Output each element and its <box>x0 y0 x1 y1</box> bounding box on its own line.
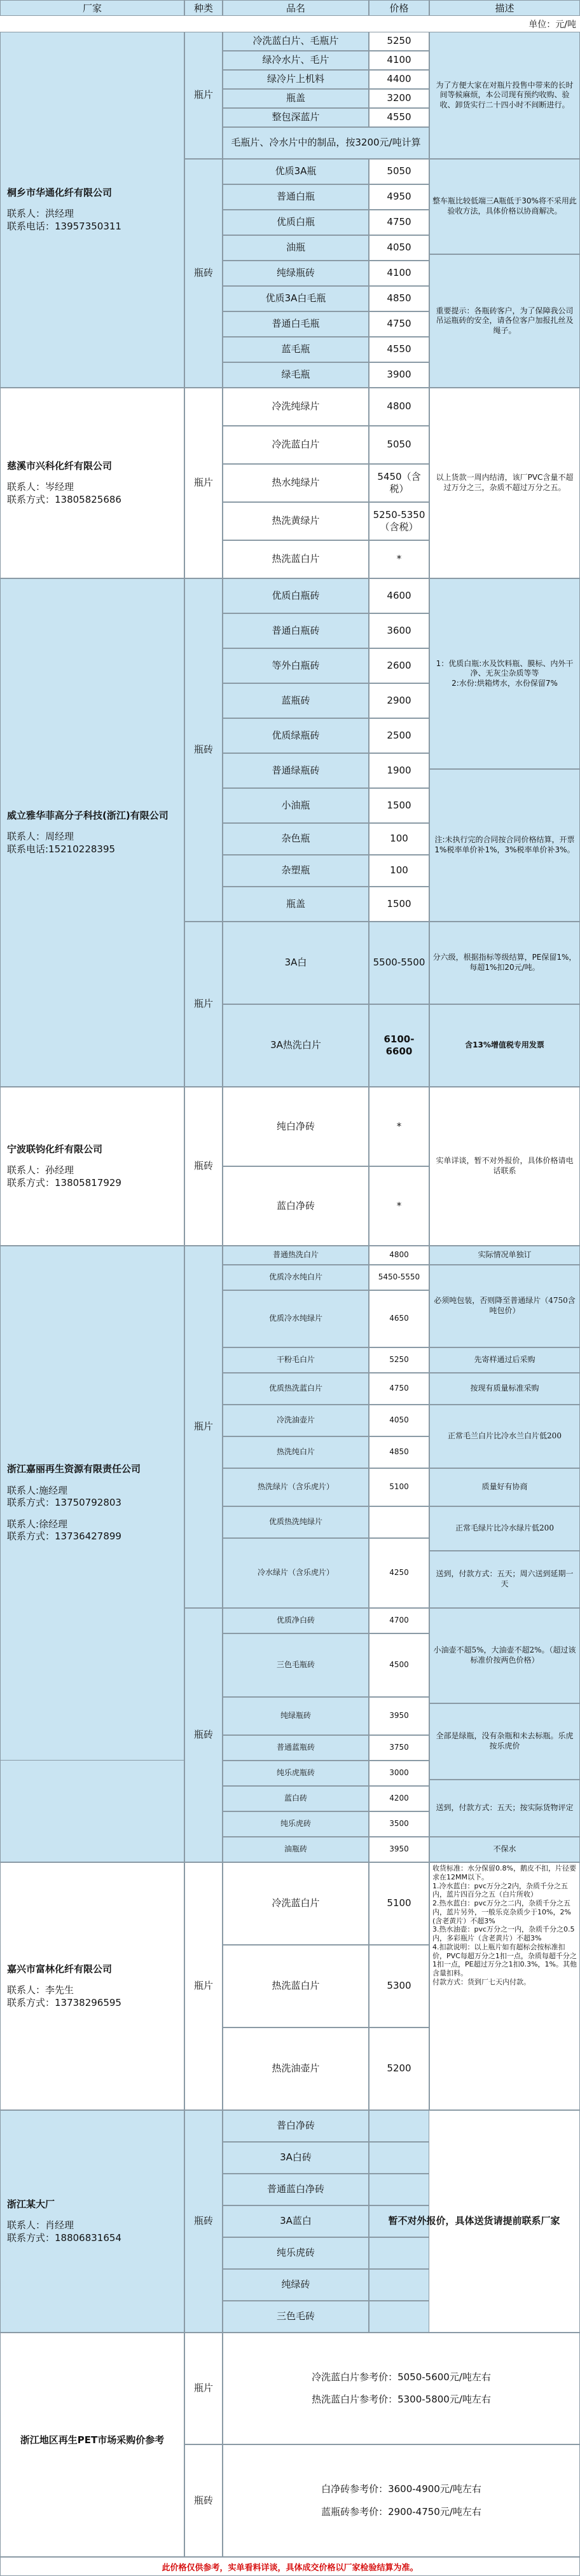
category-flake: 瓶片 <box>184 2333 223 2444</box>
supplier-name: 宁波联钧化纤有限公司 <box>7 1143 103 1155</box>
supplier-note: 不保水 <box>429 1837 580 1862</box>
product-name: 纯乐虎砖 <box>223 1811 369 1837</box>
supplier-phone: 联系方式：18806831654 <box>7 2232 121 2244</box>
product-name: 优质冷水纯绿片 <box>223 1290 369 1347</box>
product-price: 5100 <box>369 1468 429 1506</box>
product-price <box>369 1506 429 1538</box>
supplier-contact: 联系人：洪经理 <box>7 208 74 220</box>
category-brick: 瓶砖 <box>184 2110 223 2333</box>
supplier-contact: 联系人：周经理 <box>7 831 74 843</box>
supplier-7-info <box>0 2110 184 2333</box>
supplier-note: 重要提示：各瓶砖客户，为了保障我公司吊运瓶砖的安全，请各位客户加报扎丝及绳子。 <box>429 254 580 388</box>
product-price: 2900 <box>369 683 429 718</box>
market-line: 冷洗蓝白片参考价：5050-5600元/吨左右 <box>312 2371 491 2383</box>
product-name: 热洗蓝白片 <box>223 1945 369 2027</box>
supplier-phone: 联系电话：13957350311 <box>7 220 121 232</box>
footer-note: 此价格仅供参考，实单看料详谈，具体成交价格以厂家检验结算为准。 <box>0 2557 580 2576</box>
product-name: 3A蓝白 <box>223 2205 369 2237</box>
supplier-contact: 联系人:施经理 <box>7 1484 68 1496</box>
product-name: 纯乐虎瓶砖 <box>223 1761 369 1786</box>
unit-note: 单位：元/吨 <box>528 19 576 30</box>
product-name: 优质3A瓶 <box>223 159 369 184</box>
supplier-note: 实单详谈，暂不对外报价，具体价格请电话联系 <box>429 1087 580 1246</box>
product-price: 4750 <box>369 210 429 235</box>
product-name: 优质3A白毛瓶 <box>223 286 369 311</box>
header-category: 种类 <box>184 0 223 16</box>
product-name: 纯绿砖 <box>223 2269 369 2301</box>
supplier-note: 暂不对外报价，具体送货请提前联系厂家 <box>369 2110 580 2333</box>
product-price: 5500-5500 <box>369 922 429 1004</box>
product-name: 蓝瓶砖 <box>223 683 369 718</box>
product-price: 4550 <box>369 337 429 362</box>
supplier-3-info <box>0 578 184 1087</box>
product-name: 三色毛瓶砖 <box>223 1633 369 1697</box>
product-name: 热洗绿片（含乐虎片） <box>223 1468 369 1506</box>
product-name: 冷洗蓝白片、毛瓶片 <box>223 32 369 51</box>
supplier-contact: 联系人：岑经理 <box>7 481 74 493</box>
product-name: 杂塑瓶 <box>223 855 369 887</box>
product-price: 5300 <box>369 1945 429 2027</box>
supplier-phone: 联系方式：13750792803 <box>7 1497 121 1509</box>
product-price: 3600 <box>369 613 429 648</box>
product-name: 优质白瓶 <box>223 210 369 235</box>
category-brick: 瓶砖 <box>184 1087 223 1246</box>
product-name: 3A热洗白片 <box>223 1004 369 1087</box>
product-price: 4100 <box>369 261 429 286</box>
supplier-1-info <box>0 32 184 388</box>
product-name: 优质白瓶砖 <box>223 578 369 613</box>
product-price: 2500 <box>369 718 429 753</box>
header-description: 描述 <box>429 0 580 16</box>
product-name: 普白净砖 <box>223 2110 369 2142</box>
supplier-note: 必须吨包装，否则降至普通绿片（4750含吨包价） <box>429 1265 580 1347</box>
product-price: 5050 <box>369 159 429 184</box>
product-price: 4950 <box>369 184 429 210</box>
product-name: 冷洗蓝白片 <box>223 426 369 464</box>
product-price: 3750 <box>369 1735 429 1761</box>
supplier-contact: 联系人：肖经理 <box>7 2219 74 2232</box>
supplier-note: 整车瓶比较低端三A瓶低于30%将不采用此验收方法，具体价格以协商解决。 <box>429 159 580 254</box>
category-brick: 瓶砖 <box>184 159 223 388</box>
header-price: 价格 <box>369 0 429 16</box>
product-price: 4600 <box>369 578 429 613</box>
supplier-note: 分六级，根据指标等级结算，PE保留1%，每超1%扣20元/吨。 <box>429 922 580 1004</box>
category-brick: 瓶砖 <box>184 1608 223 1862</box>
product-price: 4800 <box>369 1246 429 1265</box>
product-name: 热水纯绿片 <box>223 464 369 502</box>
product-name: 冷洗油壶片 <box>223 1405 369 1436</box>
product-name: 普通蓝白净砖 <box>223 2174 369 2205</box>
product-name: 干粉毛白片 <box>223 1347 369 1373</box>
product-price: 4750 <box>369 1373 429 1405</box>
supplier-note: 正常毛兰白片比冷水兰白片低200 <box>429 1405 580 1468</box>
supplier-name: 威立雅华菲高分子科技(浙江)有限公司 <box>7 809 169 821</box>
supplier-note: 送到，付款方式：五天；按实际货物评定 <box>429 1780 580 1837</box>
supplier-phone: 联系方式：13805817929 <box>7 1176 121 1189</box>
product-price: 5250-5350（含税） <box>369 502 429 540</box>
product-name: 整包深蓝片 <box>223 108 369 127</box>
supplier-phone: 联系电话:15210228395 <box>7 843 116 855</box>
product-name: 普通白毛瓶 <box>223 311 369 337</box>
product-price: 1500 <box>369 887 429 922</box>
product-name: 瓶盖 <box>223 89 369 108</box>
product-name: 等外白瓶砖 <box>223 648 369 683</box>
supplier-note: 送到，付款方式：五天；周六送到延期一天 <box>429 1551 580 1608</box>
product-name: 热洗蓝白片 <box>223 540 369 578</box>
product-name: 纯白净砖 <box>223 1087 369 1166</box>
supplier-note: 收货标准：水分保留0.8%，鹅皮不扣，片径要求在12MM以下。 1.冷水蓝白：pvc万分之2内，杂质千分之五内，蓝片四百分之五（白片所收） 2.热水蓝白：pvc万分之二内，杂质千分之五内，蓝片另外，一般乐克杂质少于10%，2%(含老黄片）不超3% 3.热水油壶：pvc万分之一内，杂质千分之0.5内，多彩瓶片（含老黄片）不超3% 4.扣款说明：以上瓶片如有超标会按标准扣价，PVC每超万分之1扣一点，杂质每超千分之1扣一点，PE超过万分之1扣0.3%，1%。其他含量扣料。 付款方式：货到厂七天内付款。 <box>429 1862 580 2110</box>
supplier-contact: 联系人：李先生 <box>7 1984 74 1996</box>
product-price: 5100 <box>369 1862 429 1945</box>
supplier-note: 以上货款一周内结清，该厂PVC含量不超过万分之三，杂质不超过万分之五。 <box>429 388 580 578</box>
supplier-note: 为了方便大家在对瓶片投售中带来的长时间等候麻烦，本公司现有预约收购、验收、卸货实行二十四小时不间断进行。 <box>429 32 580 159</box>
product-price: 4550 <box>369 108 429 127</box>
supplier-contact-2: 联系人:徐经理 <box>7 1518 68 1530</box>
product-price: 4100 <box>369 51 429 70</box>
product-price: 1900 <box>369 753 429 788</box>
product-name: 油瓶 <box>223 235 369 261</box>
supplier-note: 全部是绿瓶，没有杂瓶和未去标瓶。乐虎按乐虎价 <box>429 1703 580 1780</box>
product-name: 优质热洗纯绿片 <box>223 1506 369 1538</box>
product-name: 杂色瓶 <box>223 823 369 855</box>
product-remark: 毛瓶片、冷水片中的制品，按3200元/吨计算 <box>223 127 429 159</box>
supplier-name: 浙江某大厂 <box>7 2198 55 2210</box>
product-price: 4700 <box>369 1608 429 1633</box>
product-name: 冷水绿片（含乐虎片） <box>223 1538 369 1608</box>
product-price: 5450-5550 <box>369 1265 429 1290</box>
supplier-note: 正常毛绿片比冷水绿片低200 <box>429 1506 580 1551</box>
product-name: 油瓶砖 <box>223 1837 369 1862</box>
market-brick-prices <box>223 2444 580 2557</box>
supplier-name: 嘉兴市富林化纤有限公司 <box>7 1963 113 1975</box>
supplier-phone: 联系方式：13805825686 <box>7 493 121 505</box>
product-price: 4800 <box>369 388 429 426</box>
product-name: 优质冷水纯白片 <box>223 1265 369 1290</box>
product-name: 瓶盖 <box>223 887 369 922</box>
product-price: 2600 <box>369 648 429 683</box>
product-price: 4050 <box>369 1405 429 1436</box>
product-price: 3500 <box>369 1811 429 1837</box>
product-price: 4650 <box>369 1290 429 1347</box>
product-price: 3000 <box>369 1761 429 1786</box>
supplier-note: 按现有质量标准采购 <box>429 1373 580 1405</box>
product-name: 普通蓝瓶砖 <box>223 1735 369 1761</box>
supplier-note: 先寄样通过后采购 <box>429 1347 580 1373</box>
header-product: 品名 <box>223 0 369 16</box>
product-name: 优质热洗蓝白片 <box>223 1373 369 1405</box>
supplier-phone-2: 联系方式：13736427899 <box>7 1530 121 1543</box>
product-name: 热洗黄绿片 <box>223 502 369 540</box>
product-name: 绿冷片上机料 <box>223 70 369 89</box>
product-price: * <box>369 1087 429 1166</box>
product-name: 三色毛砖 <box>223 2301 369 2333</box>
supplier-name: 慈溪市兴科化纤有限公司 <box>7 460 113 472</box>
product-price: 5200 <box>369 2027 429 2110</box>
product-name: 优质净白砖 <box>223 1608 369 1633</box>
supplier-contact: 联系人：孙经理 <box>7 1164 74 1176</box>
supplier-5-info <box>0 1246 184 1761</box>
product-name: 蓝毛瓶 <box>223 337 369 362</box>
product-name: 纯绿瓶砖 <box>223 1697 369 1735</box>
market-line: 蓝瓶砖参考价：2900-4750元/吨左右 <box>321 2505 481 2518</box>
product-price: 4200 <box>369 1786 429 1811</box>
product-name: 普通白瓶砖 <box>223 613 369 648</box>
market-info <box>0 2333 184 2557</box>
product-price: 4400 <box>369 70 429 89</box>
product-price: 100 <box>369 823 429 855</box>
supplier-name: 桐乡市华通化纤有限公司 <box>7 186 113 198</box>
product-price: 3200 <box>369 89 429 108</box>
product-price: 4250 <box>369 1538 429 1608</box>
header-company: 厂家 <box>0 0 184 16</box>
category-flake: 瓶片 <box>184 1862 223 2110</box>
category-flake: 瓶片 <box>184 922 223 1087</box>
supplier-name: 浙江嘉丽再生资源有限责任公司 <box>7 1463 141 1475</box>
product-price: 5450（含税） <box>369 464 429 502</box>
product-price: 6100-6600 <box>369 1004 429 1087</box>
category-flake: 瓶片 <box>184 388 223 578</box>
market-flake-prices <box>223 2333 580 2444</box>
product-name: 普通白瓶 <box>223 184 369 210</box>
product-price: 3950 <box>369 1697 429 1735</box>
product-price: * <box>369 540 429 578</box>
category-brick: 瓶砖 <box>184 2444 223 2557</box>
supplier-note: 注:未执行完的合同按合同价格结算，开票1%税率单价补1%，3%税率单价补3%。 <box>429 769 580 922</box>
product-price: 4850 <box>369 1436 429 1468</box>
product-price: * <box>369 1166 429 1246</box>
product-name: 优质绿瓶砖 <box>223 718 369 753</box>
supplier-note: 1：优质白瓶:水及饮料瓶、膜标、内外干净、无灰尘杂质等等 2:水份:烘箱烤水，水份保留7% <box>429 578 580 769</box>
supplier-phone: 联系方式：13738296595 <box>7 1996 121 2008</box>
product-name: 绿毛瓶 <box>223 362 369 388</box>
market-line: 热洗蓝白片参考价：5300-5800元/吨左右 <box>312 2394 491 2405</box>
product-price: 1500 <box>369 788 429 823</box>
product-name: 冷洗纯绿片 <box>223 388 369 426</box>
supplier-note: 实际情况单独订 <box>429 1246 580 1265</box>
category-flake: 瓶片 <box>184 32 223 159</box>
market-line: 白净砖参考价：3600-4900元/吨左右 <box>321 2483 481 2495</box>
product-name: 普通热洗白片 <box>223 1246 369 1265</box>
product-name: 纯乐虎砖 <box>223 2237 369 2269</box>
supplier-note: 含13%增值税专用发票 <box>429 1004 580 1087</box>
supplier-6-info <box>0 1862 184 2110</box>
product-name: 3A白 <box>223 922 369 1004</box>
product-price: 3950 <box>369 1837 429 1862</box>
supplier-note: 小油壶不超5%，大油壶不超2%。（超过该标准价按两色价格） <box>429 1608 580 1703</box>
product-price: 4750 <box>369 311 429 337</box>
category-flake: 瓶片 <box>184 1246 223 1608</box>
market-name: 浙江地区再生PET市场采购价参考 <box>20 2434 165 2446</box>
product-name: 普通绿瓶砖 <box>223 753 369 788</box>
product-price: 4500 <box>369 1633 429 1697</box>
product-name: 蓝白砖 <box>223 1786 369 1811</box>
supplier-note: 质量好有协商 <box>429 1468 580 1506</box>
product-name: 冷洗蓝白片 <box>223 1862 369 1945</box>
product-price: 4050 <box>369 235 429 261</box>
product-name: 热洗纯白片 <box>223 1436 369 1468</box>
product-name: 3A白砖 <box>223 2142 369 2174</box>
product-price: 4850 <box>369 286 429 311</box>
product-name: 小油瓶 <box>223 788 369 823</box>
product-name: 蓝白净砖 <box>223 1166 369 1246</box>
product-price: 100 <box>369 855 429 887</box>
supplier-4-info <box>0 1087 184 1246</box>
product-name: 热洗油壶片 <box>223 2027 369 2110</box>
product-price: 3900 <box>369 362 429 388</box>
product-name: 纯绿瓶砖 <box>223 261 369 286</box>
supplier-5-info-continued <box>0 1761 184 1862</box>
product-price: 5250 <box>369 1347 429 1373</box>
product-price: 5050 <box>369 426 429 464</box>
supplier-2-info <box>0 388 184 578</box>
product-price: 5250 <box>369 32 429 51</box>
category-brick: 瓶砖 <box>184 578 223 922</box>
product-name: 绿冷水片、毛片 <box>223 51 369 70</box>
